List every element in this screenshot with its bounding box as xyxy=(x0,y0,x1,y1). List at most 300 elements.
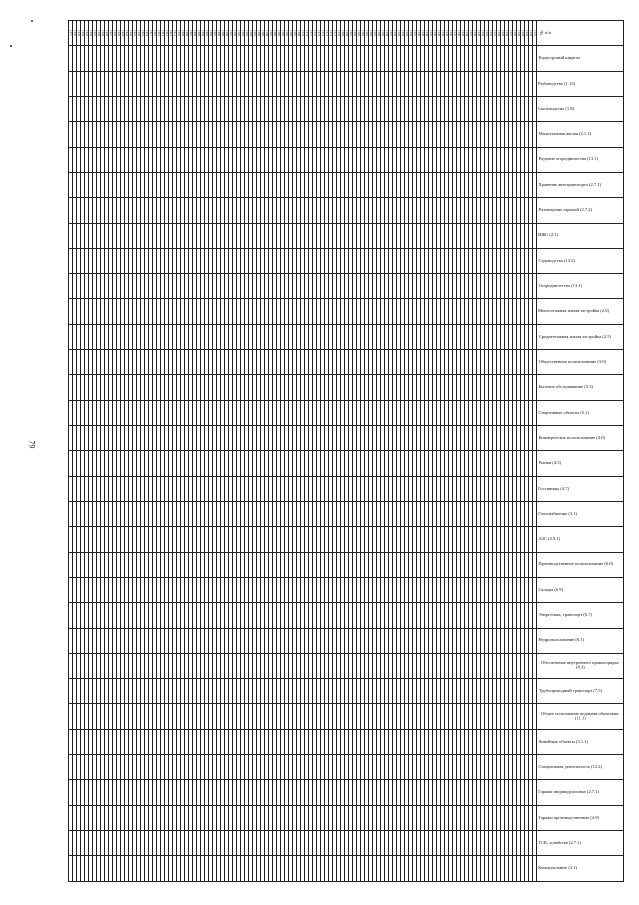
table-cell xyxy=(125,552,129,577)
table-cell xyxy=(181,451,185,476)
table-cell xyxy=(385,198,389,223)
table-cell xyxy=(369,603,373,628)
table-row xyxy=(521,21,525,882)
table-cell xyxy=(337,653,341,678)
table-cell xyxy=(525,831,529,856)
table-cell xyxy=(289,350,293,375)
table-cell xyxy=(413,805,417,830)
table-cell xyxy=(193,704,197,729)
table-cell xyxy=(433,653,437,678)
table-cell xyxy=(373,350,377,375)
table-cell xyxy=(449,628,453,653)
table-cell xyxy=(305,780,309,805)
table-cell xyxy=(217,603,221,628)
table-cell xyxy=(125,400,129,425)
table-cell xyxy=(249,780,253,805)
table-cell xyxy=(513,476,517,501)
table-cell xyxy=(373,805,377,830)
table-cell xyxy=(209,350,213,375)
row-number-cell: 1433 xyxy=(85,21,89,46)
table-cell xyxy=(101,501,105,526)
table-cell xyxy=(209,577,213,602)
table-cell xyxy=(165,603,169,628)
table-cell xyxy=(313,248,317,273)
table-cell xyxy=(141,831,145,856)
table-cell xyxy=(525,476,529,501)
table-cell xyxy=(141,426,145,451)
table-cell xyxy=(193,223,197,248)
table-cell xyxy=(257,46,261,71)
table-cell xyxy=(169,172,173,197)
table-cell xyxy=(509,628,513,653)
table-cell xyxy=(341,426,345,451)
table-cell xyxy=(141,755,145,780)
table-cell xyxy=(149,552,153,577)
table-row xyxy=(301,21,305,882)
table-cell xyxy=(337,198,341,223)
table-cell xyxy=(249,350,253,375)
table-cell xyxy=(513,46,517,71)
table-cell xyxy=(453,476,457,501)
table-cell xyxy=(453,248,457,273)
table-cell xyxy=(333,451,337,476)
table-cell xyxy=(465,400,469,425)
table-cell xyxy=(437,198,441,223)
table-cell xyxy=(109,476,113,501)
table-cell xyxy=(345,426,349,451)
table-cell xyxy=(181,729,185,754)
table-cell xyxy=(389,223,393,248)
table-cell xyxy=(329,856,333,882)
table-cell xyxy=(373,577,377,602)
table-cell xyxy=(469,324,473,349)
table-cell xyxy=(197,299,201,324)
table-cell xyxy=(241,805,245,830)
table-cell xyxy=(453,679,457,704)
table-cell xyxy=(389,603,393,628)
table-cell xyxy=(253,274,257,299)
table-cell xyxy=(93,451,97,476)
table-cell xyxy=(317,577,321,602)
table-cell xyxy=(389,628,393,653)
column-header xyxy=(537,451,624,476)
table-cell xyxy=(225,755,229,780)
table-cell xyxy=(513,577,517,602)
table-cell xyxy=(101,451,105,476)
table-cell xyxy=(393,71,397,96)
table-cell xyxy=(345,451,349,476)
table-cell xyxy=(85,780,89,805)
table-cell xyxy=(89,577,93,602)
table-cell xyxy=(313,603,317,628)
table-cell xyxy=(149,704,153,729)
row-number-cell: 1414 xyxy=(161,21,165,46)
table-row xyxy=(369,21,373,882)
table-cell xyxy=(69,96,73,121)
table-cell xyxy=(233,122,237,147)
table-cell xyxy=(333,172,337,197)
table-cell xyxy=(325,704,329,729)
column-header xyxy=(537,755,624,780)
row-number-cell: 1430 xyxy=(97,21,101,46)
table-cell xyxy=(509,831,513,856)
row-number-cell: 1426 xyxy=(113,21,117,46)
table-cell xyxy=(513,122,517,147)
table-cell xyxy=(389,46,393,71)
table-row xyxy=(465,21,469,882)
table-cell xyxy=(329,628,333,653)
table-cell xyxy=(129,172,133,197)
table-cell xyxy=(477,248,481,273)
table-cell xyxy=(229,172,233,197)
column-header-label: Гаражи индивидуальные (2.7.1) xyxy=(538,789,600,795)
table-cell xyxy=(485,426,489,451)
table-cell xyxy=(221,856,225,882)
table-cell xyxy=(97,552,101,577)
table-row xyxy=(173,21,177,882)
table-cell xyxy=(405,122,409,147)
table-cell xyxy=(445,350,449,375)
table-cell xyxy=(425,805,429,830)
table-cell xyxy=(177,299,181,324)
table-cell xyxy=(245,375,249,400)
table-cell xyxy=(489,400,493,425)
table-cell xyxy=(441,577,445,602)
table-cell xyxy=(333,755,337,780)
table-cell xyxy=(157,96,161,121)
table-cell xyxy=(365,375,369,400)
table-cell xyxy=(373,679,377,704)
table-cell xyxy=(405,755,409,780)
table-cell xyxy=(441,147,445,172)
table-cell xyxy=(229,274,233,299)
row-number-cell: 1434 xyxy=(81,21,85,46)
table-cell xyxy=(473,552,477,577)
table-row xyxy=(169,21,173,882)
table-cell xyxy=(105,552,109,577)
table-cell xyxy=(481,375,485,400)
table-row xyxy=(485,21,489,882)
table-cell xyxy=(309,603,313,628)
table-cell xyxy=(293,248,297,273)
table-cell xyxy=(401,324,405,349)
table-cell xyxy=(169,451,173,476)
table-cell xyxy=(481,350,485,375)
table-cell xyxy=(137,147,141,172)
table-cell xyxy=(209,628,213,653)
table-cell xyxy=(473,501,477,526)
table-cell xyxy=(281,71,285,96)
table-cell xyxy=(265,274,269,299)
table-cell xyxy=(529,755,533,780)
table-cell xyxy=(289,426,293,451)
table-cell xyxy=(137,451,141,476)
table-cell xyxy=(121,729,125,754)
table-cell xyxy=(377,679,381,704)
table-cell xyxy=(253,476,257,501)
table-cell xyxy=(257,172,261,197)
table-row xyxy=(117,21,121,882)
row-number-cell: 1378 xyxy=(305,21,309,46)
rotated-table-container xyxy=(69,20,624,882)
table-cell xyxy=(501,780,505,805)
table-cell xyxy=(285,628,289,653)
table-cell xyxy=(125,426,129,451)
table-cell xyxy=(493,172,497,197)
table-cell xyxy=(177,248,181,273)
table-cell xyxy=(353,71,357,96)
table-cell xyxy=(185,476,189,501)
table-cell xyxy=(429,805,433,830)
table-cell xyxy=(217,400,221,425)
table-cell xyxy=(285,577,289,602)
table-cell xyxy=(329,122,333,147)
table-cell xyxy=(525,577,529,602)
table-cell xyxy=(281,96,285,121)
table-cell xyxy=(209,679,213,704)
table-cell xyxy=(201,755,205,780)
table-cell xyxy=(397,350,401,375)
table-cell xyxy=(137,324,141,349)
table-cell xyxy=(269,679,273,704)
table-cell xyxy=(133,856,137,882)
table-cell xyxy=(277,350,281,375)
table-cell xyxy=(493,476,497,501)
table-cell xyxy=(497,248,501,273)
table-cell xyxy=(121,653,125,678)
table-cell xyxy=(373,324,377,349)
table-cell xyxy=(153,527,157,552)
table-cell xyxy=(393,805,397,830)
table-cell xyxy=(137,96,141,121)
table-cell xyxy=(449,71,453,96)
table-cell xyxy=(117,375,121,400)
table-cell xyxy=(437,122,441,147)
table-cell xyxy=(137,375,141,400)
table-cell xyxy=(209,501,213,526)
table-cell xyxy=(213,780,217,805)
table-cell xyxy=(141,476,145,501)
table-row xyxy=(109,21,113,882)
table-cell xyxy=(429,780,433,805)
table-cell xyxy=(109,856,113,882)
column-header xyxy=(537,805,624,830)
table-cell xyxy=(237,451,241,476)
table-cell xyxy=(213,299,217,324)
table-cell xyxy=(481,653,485,678)
table-cell xyxy=(145,223,149,248)
table-cell xyxy=(457,501,461,526)
table-cell xyxy=(77,274,81,299)
table-cell xyxy=(421,679,425,704)
table-cell xyxy=(89,122,93,147)
table-cell xyxy=(101,96,105,121)
table-cell xyxy=(469,755,473,780)
table-cell xyxy=(281,755,285,780)
table-cell xyxy=(293,729,297,754)
table-cell xyxy=(233,628,237,653)
table-cell xyxy=(289,856,293,882)
table-cell xyxy=(477,653,481,678)
table-cell xyxy=(213,350,217,375)
table-cell xyxy=(229,679,233,704)
table-cell xyxy=(225,729,229,754)
table-cell xyxy=(429,122,433,147)
table-cell xyxy=(489,527,493,552)
table-cell xyxy=(229,451,233,476)
table-cell xyxy=(529,805,533,830)
table-cell xyxy=(369,755,373,780)
table-cell xyxy=(185,46,189,71)
table-cell xyxy=(329,755,333,780)
table-cell xyxy=(453,755,457,780)
table-cell xyxy=(337,780,341,805)
table-cell xyxy=(181,248,185,273)
table-cell xyxy=(77,552,81,577)
row-number-cell: 1346 xyxy=(433,21,437,46)
table-cell xyxy=(417,653,421,678)
table-cell xyxy=(357,375,361,400)
table-cell xyxy=(353,552,357,577)
table-cell xyxy=(409,729,413,754)
table-cell xyxy=(529,653,533,678)
table-cell xyxy=(477,46,481,71)
table-cell xyxy=(261,653,265,678)
table-cell xyxy=(377,856,381,882)
table-cell xyxy=(357,274,361,299)
table-cell xyxy=(533,755,537,780)
table-cell xyxy=(77,501,81,526)
table-cell xyxy=(101,147,105,172)
table-cell xyxy=(385,46,389,71)
table-cell xyxy=(469,704,473,729)
table-row xyxy=(501,21,505,882)
table-cell xyxy=(161,122,165,147)
table-cell xyxy=(425,501,429,526)
table-cell xyxy=(521,299,525,324)
table-cell xyxy=(425,628,429,653)
table-cell xyxy=(253,71,257,96)
table-cell xyxy=(121,172,125,197)
table-cell xyxy=(165,679,169,704)
table-cell xyxy=(397,628,401,653)
table-cell xyxy=(185,856,189,882)
row-number-cell: 1403 xyxy=(205,21,209,46)
table-cell xyxy=(357,729,361,754)
table-cell xyxy=(169,324,173,349)
table-cell xyxy=(533,831,537,856)
column-header-label: Энергетика, транспорт (6.7) xyxy=(538,612,592,618)
table-cell xyxy=(501,426,505,451)
table-cell xyxy=(189,426,193,451)
table-cell xyxy=(505,274,509,299)
table-row xyxy=(529,21,533,882)
table-cell xyxy=(269,527,273,552)
table-cell xyxy=(509,805,513,830)
table-cell xyxy=(465,198,469,223)
table-cell xyxy=(73,426,77,451)
table-cell xyxy=(93,628,97,653)
table-cell xyxy=(297,299,301,324)
table-cell xyxy=(261,552,265,577)
table-cell xyxy=(77,71,81,96)
table-cell xyxy=(205,426,209,451)
table-cell xyxy=(345,375,349,400)
row-number-cell: 1413 xyxy=(165,21,169,46)
table-cell xyxy=(453,324,457,349)
table-cell xyxy=(381,628,385,653)
table-cell xyxy=(285,603,289,628)
table-cell xyxy=(313,577,317,602)
table-cell xyxy=(165,400,169,425)
table-cell xyxy=(381,350,385,375)
table-cell xyxy=(245,527,249,552)
row-number-cell: 1401 xyxy=(213,21,217,46)
table-cell xyxy=(437,274,441,299)
row-number-cell: 1341 xyxy=(453,21,457,46)
land-use-register-table xyxy=(68,20,624,882)
table-cell xyxy=(233,324,237,349)
table-cell xyxy=(349,679,353,704)
table-cell xyxy=(377,147,381,172)
table-cell xyxy=(189,653,193,678)
table-cell xyxy=(181,426,185,451)
table-cell xyxy=(141,274,145,299)
table-cell xyxy=(121,451,125,476)
table-cell xyxy=(453,729,457,754)
table-cell xyxy=(461,248,465,273)
table-cell xyxy=(193,426,197,451)
table-cell xyxy=(469,299,473,324)
table-cell xyxy=(445,172,449,197)
table-cell xyxy=(449,755,453,780)
table-cell xyxy=(265,603,269,628)
table-cell xyxy=(141,527,145,552)
table-cell xyxy=(245,198,249,223)
table-cell xyxy=(101,248,105,273)
table-cell xyxy=(197,147,201,172)
table-row xyxy=(97,21,101,882)
table-cell xyxy=(313,451,317,476)
table-cell xyxy=(253,805,257,830)
table-cell xyxy=(101,552,105,577)
row-number-cell: 1382 xyxy=(289,21,293,46)
table-cell xyxy=(77,223,81,248)
table-cell xyxy=(469,780,473,805)
table-cell xyxy=(453,451,457,476)
table-cell xyxy=(305,248,309,273)
column-header-label: Бытовое обслуживание (3.3) xyxy=(538,384,593,390)
table-cell xyxy=(301,628,305,653)
table-cell xyxy=(221,552,225,577)
table-cell xyxy=(253,46,257,71)
table-cell xyxy=(77,198,81,223)
table-cell xyxy=(349,96,353,121)
table-cell xyxy=(505,679,509,704)
table-cell xyxy=(317,96,321,121)
table-cell xyxy=(401,248,405,273)
table-cell xyxy=(361,603,365,628)
table-cell xyxy=(225,172,229,197)
table-cell xyxy=(205,400,209,425)
table-cell xyxy=(185,577,189,602)
table-cell xyxy=(469,46,473,71)
row-number-cell: 1389 xyxy=(261,21,265,46)
table-cell xyxy=(433,375,437,400)
table-cell xyxy=(461,653,465,678)
table-cell xyxy=(393,400,397,425)
table-cell xyxy=(197,856,201,882)
